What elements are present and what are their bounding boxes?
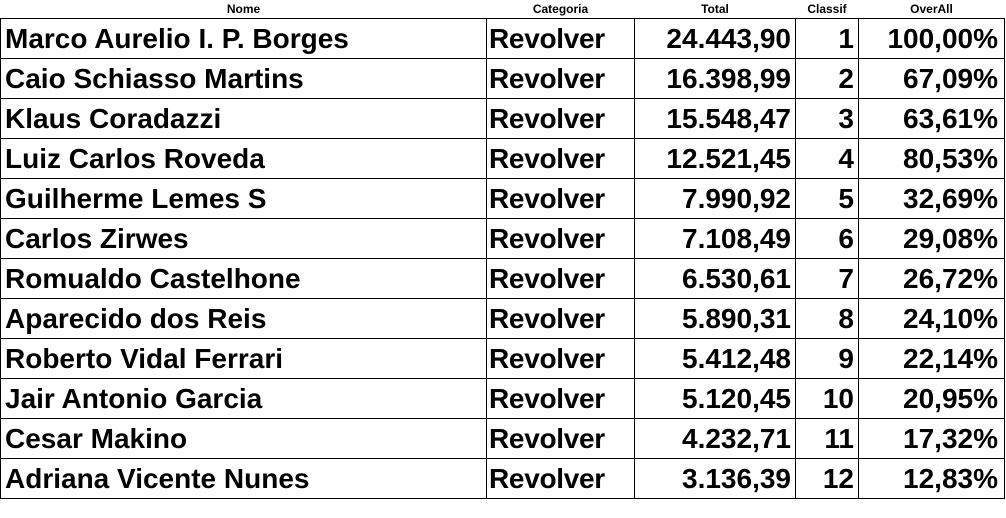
cell-classif: 12	[796, 459, 859, 499]
header-nome: Nome	[226, 2, 261, 16]
cell-categoria: Revolver	[487, 19, 635, 59]
cell-nome: Cesar Makino	[1, 419, 487, 459]
cell-classif: 10	[796, 379, 859, 419]
cell-classif: 11	[796, 419, 859, 459]
table-row	[1, 99, 1005, 139]
cell-nome: Aparecido dos Reis	[1, 299, 487, 339]
table-row	[1, 19, 1005, 59]
cell-nome: Roberto Vidal Ferrari	[1, 339, 487, 379]
cell-total: 12.521,45	[635, 139, 796, 179]
cell-overall: 32,69%	[859, 179, 1005, 219]
cell-total: 24.443,90	[635, 19, 796, 59]
cell-categoria: Revolver	[487, 459, 635, 499]
cell-categoria: Revolver	[487, 59, 635, 99]
table-row	[1, 299, 1005, 339]
cell-nome: Adriana Vicente Nunes	[1, 459, 487, 499]
cell-categoria: Revolver	[487, 99, 635, 139]
cell-nome: Marco Aurelio I. P. Borges	[1, 19, 487, 59]
cell-categoria: Revolver	[487, 259, 635, 299]
cell-categoria: Revolver	[487, 139, 635, 179]
table-row	[1, 379, 1005, 419]
cell-nome: Klaus Coradazzi	[1, 99, 487, 139]
cell-nome: Luiz Carlos Roveda	[1, 139, 487, 179]
cell-classif: 9	[796, 339, 859, 379]
cell-nome: Carlos Zirwes	[1, 219, 487, 259]
cell-total: 16.398,99	[635, 59, 796, 99]
cell-total: 5.890,31	[635, 299, 796, 339]
cell-overall: 17,32%	[859, 419, 1005, 459]
cell-total: 7.990,92	[635, 179, 796, 219]
cell-overall: 20,95%	[859, 379, 1005, 419]
table-row	[1, 339, 1005, 379]
cell-total: 3.136,39	[635, 459, 796, 499]
table-row	[1, 259, 1005, 299]
cell-total: 4.232,71	[635, 419, 796, 459]
cell-categoria: Revolver	[487, 379, 635, 419]
cell-overall: 26,72%	[859, 259, 1005, 299]
cell-total: 5.120,45	[635, 379, 796, 419]
cell-classif: 1	[796, 19, 859, 59]
table-row	[1, 139, 1005, 179]
header-overall: OverAll	[910, 2, 953, 16]
table-row	[1, 179, 1005, 219]
cell-nome: Jair Antonio Garcia	[1, 379, 487, 419]
cell-overall: 29,08%	[859, 219, 1005, 259]
cell-classif: 4	[796, 139, 859, 179]
cell-overall: 80,53%	[859, 139, 1005, 179]
header-row	[1, 0, 1005, 19]
table-row	[1, 419, 1005, 459]
cell-overall: 100,00%	[859, 19, 1005, 59]
table-row	[1, 59, 1005, 99]
cell-overall: 63,61%	[859, 99, 1005, 139]
table-row	[1, 459, 1005, 499]
cell-categoria: Revolver	[487, 339, 635, 379]
header-classif: Classif	[807, 2, 847, 16]
cell-categoria: Revolver	[487, 179, 635, 219]
cell-nome: Romualdo Castelhone	[1, 259, 487, 299]
cell-total: 5.412,48	[635, 339, 796, 379]
cell-total: 6.530,61	[635, 259, 796, 299]
cell-overall: 24,10%	[859, 299, 1005, 339]
cell-categoria: Revolver	[487, 299, 635, 339]
cell-classif: 3	[796, 99, 859, 139]
cell-classif: 8	[796, 299, 859, 339]
table-row	[1, 219, 1005, 259]
cell-nome: Caio Schiasso Martins	[1, 59, 487, 99]
cell-overall: 12,83%	[859, 459, 1005, 499]
cell-classif: 7	[796, 259, 859, 299]
cell-categoria: Revolver	[487, 419, 635, 459]
cell-nome: Guilherme Lemes S	[1, 179, 487, 219]
header-total: Total	[701, 2, 729, 16]
cell-overall: 67,09%	[859, 59, 1005, 99]
cell-overall: 22,14%	[859, 339, 1005, 379]
cell-classif: 6	[796, 219, 859, 259]
header-categoria: Categoria	[532, 2, 589, 16]
cell-categoria: Revolver	[487, 219, 635, 259]
cell-total: 15.548,47	[635, 99, 796, 139]
table-body	[1, 19, 1005, 499]
cell-classif: 2	[796, 59, 859, 99]
table-header	[1, 0, 1005, 19]
cell-classif: 5	[796, 179, 859, 219]
cell-total: 7.108,49	[635, 219, 796, 259]
